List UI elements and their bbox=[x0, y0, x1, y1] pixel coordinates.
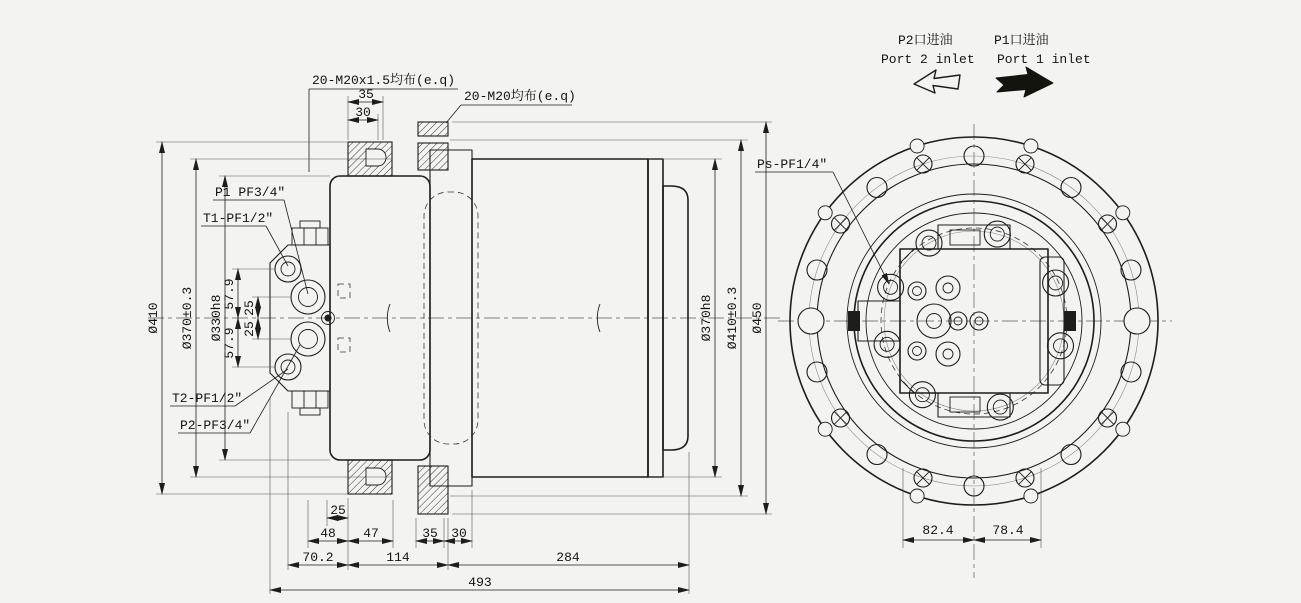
port-t1-circle bbox=[275, 256, 301, 282]
port1-inlet-en: Port 1 inlet bbox=[997, 52, 1091, 67]
dim-78-4: 78.4 bbox=[992, 523, 1024, 538]
dia-450-right: Ø450 bbox=[750, 302, 765, 334]
port1-inlet-cn: P1口进油 bbox=[994, 33, 1049, 48]
dim-48: 48 bbox=[320, 526, 336, 541]
dim-82-4: 82.4 bbox=[922, 523, 954, 538]
dia-410-left: Ø410 bbox=[146, 302, 161, 334]
dim-57-9-lower: 57.9 bbox=[222, 327, 237, 359]
dim-57-9-upper: 57.9 bbox=[222, 278, 237, 310]
port1-direction-arrow-icon bbox=[996, 67, 1053, 97]
dia-410-right: Ø410±0.3 bbox=[725, 286, 740, 350]
port2-direction-arrow-icon bbox=[914, 70, 960, 93]
dim-35-top: 35 bbox=[358, 87, 374, 102]
dim-114: 114 bbox=[386, 550, 410, 565]
right-relief-notch bbox=[1124, 308, 1150, 334]
dim-25-lower: 25 bbox=[242, 321, 257, 337]
dim-25-upper: 25 bbox=[242, 300, 257, 316]
bolt-pattern-label-2: 20-M20均布(e.q) bbox=[464, 89, 576, 104]
port-p2-circle bbox=[291, 322, 325, 356]
port2-inlet-en: Port 2 inlet bbox=[881, 52, 975, 67]
label-ps: Ps-PF1/4" bbox=[757, 157, 828, 172]
front-bottom-dimensions bbox=[903, 468, 1041, 548]
bolt-flange-hatched bbox=[418, 122, 448, 136]
bolt-pattern-label-1: 20-M20x1.5均布(e.q) bbox=[312, 73, 456, 88]
dim-35-bottom: 35 bbox=[422, 526, 438, 541]
dia-370h8-right: Ø370h8 bbox=[699, 294, 714, 342]
ps-port-label bbox=[755, 157, 889, 284]
dim-30-bottom: 30 bbox=[451, 526, 467, 541]
label-t1: T1-PF1/2" bbox=[203, 211, 274, 226]
dia-370-left: Ø370±0.3 bbox=[180, 286, 195, 350]
left-relief-notch bbox=[798, 308, 824, 334]
inlet-labels bbox=[881, 32, 1091, 97]
label-t2: T2-PF1/2" bbox=[172, 391, 243, 406]
dia-330-left: Ø330h8 bbox=[209, 294, 224, 342]
dim-70-2: 70.2 bbox=[302, 550, 334, 565]
dim-25-bottom: 25 bbox=[330, 503, 346, 518]
dim-47: 47 bbox=[363, 526, 379, 541]
dim-30-top: 30 bbox=[355, 105, 371, 120]
front-view bbox=[755, 32, 1172, 578]
dim-493: 493 bbox=[468, 575, 492, 590]
dim-284: 284 bbox=[556, 550, 580, 565]
port-t2-circle bbox=[275, 354, 301, 380]
port-p1-circle bbox=[291, 280, 325, 314]
label-p2: P2-PF3/4" bbox=[180, 418, 251, 433]
port2-inlet-cn: P2口进油 bbox=[898, 33, 953, 48]
side-section-view bbox=[146, 73, 780, 594]
label-p1: P1 PF3/4" bbox=[215, 185, 286, 200]
